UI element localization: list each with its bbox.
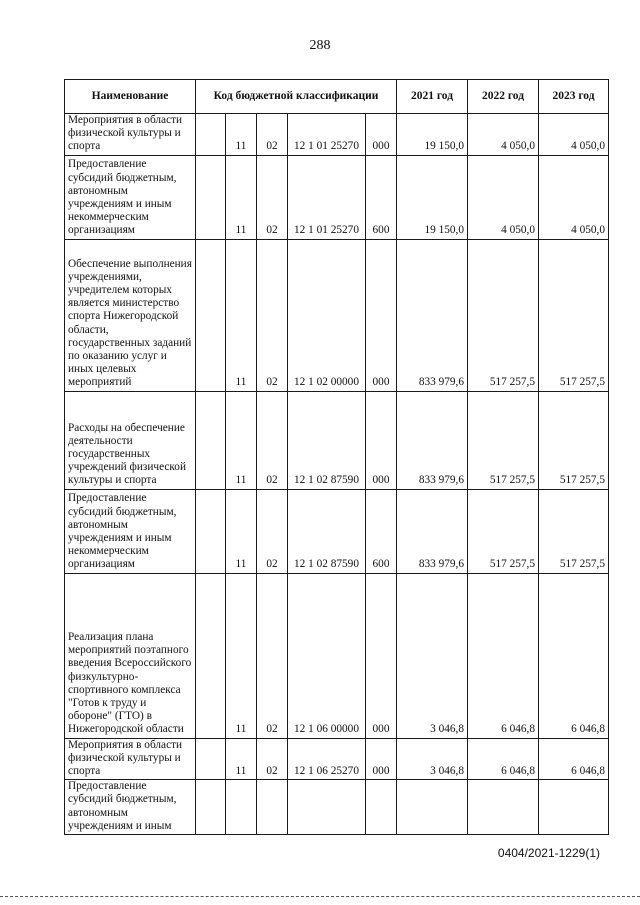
cell-c1 bbox=[196, 780, 226, 835]
cell-c2: 11 bbox=[226, 489, 257, 573]
header-name: Наименование bbox=[65, 80, 196, 114]
cell-y2021: 19 150,0 bbox=[397, 155, 468, 239]
table-row bbox=[65, 573, 609, 738]
cell-c5: 000 bbox=[366, 239, 397, 391]
cell-y2021: 833 979,6 bbox=[397, 239, 468, 391]
cell-y2023: 6 046,8 bbox=[539, 573, 609, 738]
cell-c3: 02 bbox=[257, 738, 288, 780]
header-code: Код бюджетной классификации bbox=[196, 80, 397, 114]
bottom-rule bbox=[0, 896, 640, 897]
cell-name: Предоставление субсидий бюджетным, автономным учреждениям и иным некоммерческим организациям bbox=[65, 155, 196, 239]
table-body bbox=[65, 114, 609, 835]
cell-y2021: 833 979,6 bbox=[397, 489, 468, 573]
cell-c1 bbox=[196, 391, 226, 489]
cell-c3 bbox=[257, 780, 288, 835]
cell-y2022: 517 257,5 bbox=[468, 239, 539, 391]
table-row bbox=[65, 738, 609, 780]
document-code: 0404/2021-1229(1) bbox=[497, 846, 600, 860]
cell-c5: 000 bbox=[366, 114, 397, 156]
cell-y2022: 6 046,8 bbox=[468, 573, 539, 738]
cell-c2 bbox=[226, 780, 257, 835]
cell-y2022: 517 257,5 bbox=[468, 489, 539, 573]
header-2022: 2022 год bbox=[468, 80, 539, 114]
cell-name: Реализация плана мероприятий поэтапного введения Всероссийского физкультурно-спортивного комплекса "Готов к труду и обороне" (ГТО) в Нижегородской области bbox=[65, 573, 196, 738]
cell-c2: 11 bbox=[226, 155, 257, 239]
cell-y2023: 4 050,0 bbox=[539, 114, 609, 156]
table-header-row bbox=[65, 80, 609, 114]
table-row bbox=[65, 780, 609, 835]
header-2023: 2023 год bbox=[539, 80, 609, 114]
cell-c4: 12 1 01 25270 bbox=[288, 155, 366, 239]
cell-c3: 02 bbox=[257, 489, 288, 573]
cell-y2023 bbox=[539, 780, 609, 835]
cell-y2023: 517 257,5 bbox=[539, 391, 609, 489]
table-row bbox=[65, 489, 609, 573]
cell-y2022: 517 257,5 bbox=[468, 391, 539, 489]
cell-c4: 12 1 02 87590 bbox=[288, 489, 366, 573]
cell-y2021: 3 046,8 bbox=[397, 738, 468, 780]
cell-y2021: 19 150,0 bbox=[397, 114, 468, 156]
cell-c4: 12 1 01 25270 bbox=[288, 114, 366, 156]
cell-c2: 11 bbox=[226, 391, 257, 489]
page-number: 288 bbox=[309, 38, 331, 53]
cell-c2: 11 bbox=[226, 738, 257, 780]
table-row bbox=[65, 114, 609, 156]
table-row bbox=[65, 391, 609, 489]
cell-c5 bbox=[366, 780, 397, 835]
cell-c1 bbox=[196, 738, 226, 780]
cell-c3: 02 bbox=[257, 239, 288, 391]
cell-name: Мероприятия в области физической культуры и спорта bbox=[65, 738, 196, 780]
cell-y2023: 4 050,0 bbox=[539, 155, 609, 239]
cell-y2022: 4 050,0 bbox=[468, 155, 539, 239]
cell-y2023: 6 046,8 bbox=[539, 738, 609, 780]
table-row bbox=[65, 155, 609, 239]
cell-c4: 12 1 06 00000 bbox=[288, 573, 366, 738]
budget-table bbox=[64, 79, 609, 835]
cell-c5: 600 bbox=[366, 489, 397, 573]
cell-name: Расходы на обеспечение деятельности государственных учреждений физической культуры и спорта bbox=[65, 391, 196, 489]
cell-c4: 12 1 06 25270 bbox=[288, 738, 366, 780]
cell-y2021: 3 046,8 bbox=[397, 573, 468, 738]
cell-c5: 000 bbox=[366, 391, 397, 489]
cell-name: Мероприятия в области физической культуры и спорта bbox=[65, 114, 196, 156]
cell-c4 bbox=[288, 780, 366, 835]
cell-c2: 11 bbox=[226, 114, 257, 156]
cell-name: Предоставление субсидий бюджетным, автономным учреждениям и иным bbox=[65, 780, 196, 835]
cell-c2: 11 bbox=[226, 573, 257, 738]
cell-y2021: 833 979,6 bbox=[397, 391, 468, 489]
cell-y2022: 6 046,8 bbox=[468, 738, 539, 780]
cell-c1 bbox=[196, 114, 226, 156]
cell-name: Обеспечение выполнения учреждениями, учредителем которых является министерство спорта Нижегородской области, государственных заданий по оказанию услуг и иных целевых мероприятий bbox=[65, 239, 196, 391]
cell-name: Предоставление субсидий бюджетным, автономным учреждениям и иным некоммерческим организациям bbox=[65, 489, 196, 573]
cell-c4: 12 1 02 87590 bbox=[288, 391, 366, 489]
cell-c5: 000 bbox=[366, 738, 397, 780]
table-row bbox=[65, 239, 609, 391]
cell-c1 bbox=[196, 489, 226, 573]
cell-c1 bbox=[196, 239, 226, 391]
cell-c3: 02 bbox=[257, 114, 288, 156]
cell-c5: 000 bbox=[366, 573, 397, 738]
cell-c1 bbox=[196, 155, 226, 239]
cell-c3: 02 bbox=[257, 391, 288, 489]
cell-c4: 12 1 02 00000 bbox=[288, 239, 366, 391]
cell-y2022: 4 050,0 bbox=[468, 114, 539, 156]
cell-c1 bbox=[196, 573, 226, 738]
cell-c2: 11 bbox=[226, 239, 257, 391]
cell-y2023: 517 257,5 bbox=[539, 239, 609, 391]
header-2021: 2021 год bbox=[397, 80, 468, 114]
cell-y2021 bbox=[397, 780, 468, 835]
cell-c3: 02 bbox=[257, 155, 288, 239]
cell-c3: 02 bbox=[257, 573, 288, 738]
cell-y2022 bbox=[468, 780, 539, 835]
cell-c5: 600 bbox=[366, 155, 397, 239]
cell-y2023: 517 257,5 bbox=[539, 489, 609, 573]
